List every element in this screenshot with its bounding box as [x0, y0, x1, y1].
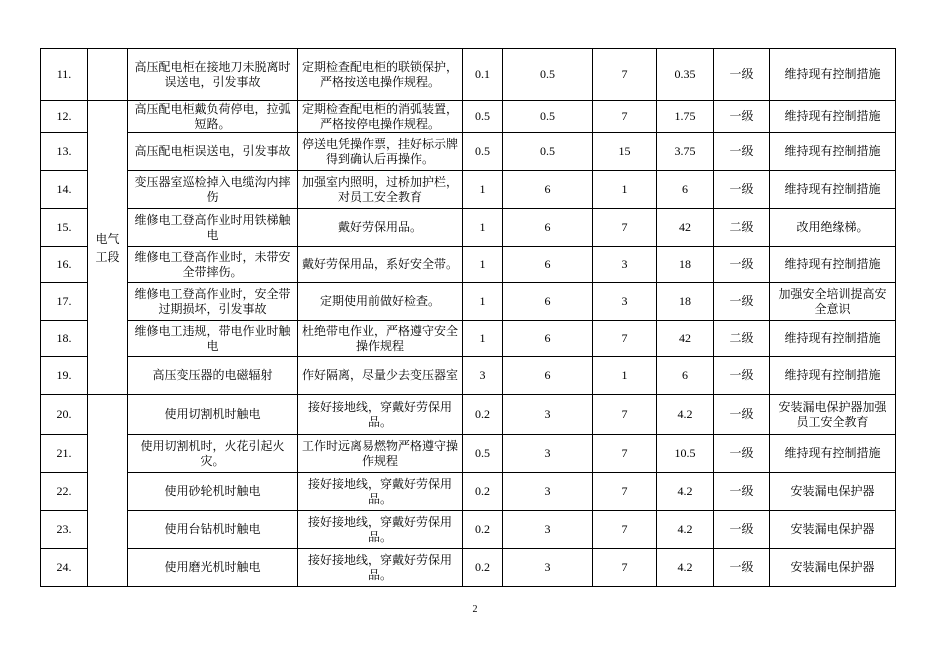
risk-score-cell: 0.35 [657, 49, 714, 101]
exposure-cell: 6 [503, 357, 593, 395]
risk-score-cell: 4.2 [657, 511, 714, 549]
likelihood-cell: 1 [463, 283, 503, 321]
measure-cell: 杜绝带电作业，严格遵守安全操作规程 [298, 321, 463, 357]
consequence-cell: 1 [593, 171, 657, 209]
table-row [41, 171, 896, 209]
likelihood-cell: 0.2 [463, 549, 503, 587]
consequence-cell: 7 [593, 549, 657, 587]
hazard-cell: 使用磨光机时触电 [128, 549, 298, 587]
consequence-cell: 3 [593, 283, 657, 321]
risk-score-cell: 4.2 [657, 549, 714, 587]
risk-score-cell: 4.2 [657, 395, 714, 435]
control-action-cell: 加强安全培训提高安全意识 [770, 283, 896, 321]
exposure-cell: 3 [503, 435, 593, 473]
exposure-cell: 0.5 [503, 101, 593, 133]
measure-cell: 停送电凭操作票，挂好标示牌得到确认后再操作。 [298, 133, 463, 171]
measure-cell: 接好接地线，穿戴好劳保用品。 [298, 395, 463, 435]
likelihood-cell: 1 [463, 321, 503, 357]
section-cell [88, 395, 128, 587]
hazard-cell: 变压器室巡检掉入电缆沟内摔伤 [128, 171, 298, 209]
control-action-cell: 维持现有控制措施 [770, 171, 896, 209]
measure-cell: 加强室内照明，过桥加护栏，对员工安全教育 [298, 171, 463, 209]
risk-grade-cell: 一级 [714, 435, 770, 473]
risk-grade-cell: 一级 [714, 133, 770, 171]
measure-cell: 接好接地线，穿戴好劳保用品。 [298, 473, 463, 511]
risk-grade-cell: 一级 [714, 283, 770, 321]
exposure-cell: 6 [503, 209, 593, 247]
table-row [41, 209, 896, 247]
control-action-cell: 维持现有控制措施 [770, 133, 896, 171]
measure-cell: 戴好劳保用品。 [298, 209, 463, 247]
measure-cell: 作好隔离，尽量少去变压器室 [298, 357, 463, 395]
exposure-cell: 3 [503, 511, 593, 549]
risk-table-container [40, 48, 895, 587]
control-action-cell: 维持现有控制措施 [770, 321, 896, 357]
exposure-cell: 3 [503, 549, 593, 587]
risk-grade-cell: 一级 [714, 49, 770, 101]
risk-assessment-table [40, 48, 896, 587]
exposure-cell: 0.5 [503, 49, 593, 101]
risk-grade-cell: 一级 [714, 511, 770, 549]
row-number-cell: 22. [41, 473, 88, 511]
row-number-cell: 19. [41, 357, 88, 395]
exposure-cell: 6 [503, 247, 593, 283]
control-action-cell: 维持现有控制措施 [770, 49, 896, 101]
table-row [41, 435, 896, 473]
consequence-cell: 15 [593, 133, 657, 171]
risk-score-cell: 6 [657, 357, 714, 395]
risk-grade-cell: 一级 [714, 395, 770, 435]
measure-cell: 定期检查配电柜的联锁保护，严格按送电操作规程。 [298, 49, 463, 101]
table-row [41, 101, 896, 133]
hazard-cell: 使用台钻机时触电 [128, 511, 298, 549]
likelihood-cell: 0.5 [463, 101, 503, 133]
control-action-cell: 安装漏电保护器 [770, 549, 896, 587]
risk-score-cell: 4.2 [657, 473, 714, 511]
measure-cell: 接好接地线，穿戴好劳保用品。 [298, 549, 463, 587]
consequence-cell: 7 [593, 49, 657, 101]
measure-cell: 接好接地线，穿戴好劳保用品。 [298, 511, 463, 549]
risk-table-body [41, 49, 896, 587]
table-row [41, 133, 896, 171]
risk-score-cell: 1.75 [657, 101, 714, 133]
risk-grade-cell: 二级 [714, 209, 770, 247]
risk-score-cell: 18 [657, 247, 714, 283]
hazard-cell: 维修电工登高作业时，安全带过期损坏，引发事故 [128, 283, 298, 321]
section-cell [88, 49, 128, 101]
consequence-cell: 7 [593, 511, 657, 549]
control-action-cell: 安装漏电保护器 [770, 511, 896, 549]
hazard-cell: 使用砂轮机时触电 [128, 473, 298, 511]
exposure-cell: 6 [503, 321, 593, 357]
row-number-cell: 13. [41, 133, 88, 171]
row-number-cell: 16. [41, 247, 88, 283]
exposure-cell: 6 [503, 171, 593, 209]
likelihood-cell: 0.2 [463, 395, 503, 435]
risk-grade-cell: 一级 [714, 101, 770, 133]
control-action-cell: 维持现有控制措施 [770, 101, 896, 133]
risk-score-cell: 42 [657, 209, 714, 247]
consequence-cell: 7 [593, 321, 657, 357]
consequence-cell: 7 [593, 395, 657, 435]
risk-score-cell: 42 [657, 321, 714, 357]
table-row [41, 357, 896, 395]
likelihood-cell: 0.2 [463, 511, 503, 549]
likelihood-cell: 0.1 [463, 49, 503, 101]
row-number-cell: 21. [41, 435, 88, 473]
consequence-cell: 3 [593, 247, 657, 283]
likelihood-cell: 1 [463, 171, 503, 209]
table-row [41, 247, 896, 283]
table-row [41, 321, 896, 357]
measure-cell: 定期检查配电柜的消弧装置，严格按停电操作规程。 [298, 101, 463, 133]
control-action-cell: 改用绝缘梯。 [770, 209, 896, 247]
likelihood-cell: 3 [463, 357, 503, 395]
hazard-cell: 高压配电柜在接地刀未脱离时误送电，引发事故 [128, 49, 298, 101]
table-row [41, 283, 896, 321]
exposure-cell: 3 [503, 473, 593, 511]
control-action-cell: 维持现有控制措施 [770, 435, 896, 473]
control-action-cell: 安装漏电保护器加强员工安全教育 [770, 395, 896, 435]
measure-cell: 戴好劳保用品，系好安全带。 [298, 247, 463, 283]
risk-grade-cell: 一级 [714, 357, 770, 395]
control-action-cell: 维持现有控制措施 [770, 357, 896, 395]
row-number-cell: 24. [41, 549, 88, 587]
row-number-cell: 14. [41, 171, 88, 209]
row-number-cell: 11. [41, 49, 88, 101]
hazard-cell: 维修电工登高作业时，未带安全带摔伤。 [128, 247, 298, 283]
likelihood-cell: 0.2 [463, 473, 503, 511]
control-action-cell: 安装漏电保护器 [770, 473, 896, 511]
likelihood-cell: 0.5 [463, 435, 503, 473]
section-cell: 电气工段 [88, 101, 128, 395]
table-row [41, 511, 896, 549]
risk-score-cell: 3.75 [657, 133, 714, 171]
risk-score-cell: 18 [657, 283, 714, 321]
consequence-cell: 1 [593, 357, 657, 395]
consequence-cell: 7 [593, 209, 657, 247]
row-number-cell: 18. [41, 321, 88, 357]
row-number-cell: 20. [41, 395, 88, 435]
row-number-cell: 15. [41, 209, 88, 247]
table-row [41, 395, 896, 435]
measure-cell: 工作时远离易燃物严格遵守操作规程 [298, 435, 463, 473]
hazard-cell: 使用切割机时触电 [128, 395, 298, 435]
risk-score-cell: 6 [657, 171, 714, 209]
page-number: 2 [472, 604, 478, 615]
hazard-cell: 维修电工违规，带电作业时触电 [128, 321, 298, 357]
table-row [41, 49, 896, 101]
row-number-cell: 23. [41, 511, 88, 549]
control-action-cell: 维持现有控制措施 [770, 247, 896, 283]
exposure-cell: 3 [503, 395, 593, 435]
risk-grade-cell: 一级 [714, 171, 770, 209]
hazard-cell: 使用切割机时，火花引起火灾。 [128, 435, 298, 473]
risk-grade-cell: 一级 [714, 473, 770, 511]
risk-grade-cell: 二级 [714, 321, 770, 357]
likelihood-cell: 1 [463, 209, 503, 247]
table-row [41, 473, 896, 511]
row-number-cell: 12. [41, 101, 88, 133]
hazard-cell: 高压变压器的电磁辐射 [128, 357, 298, 395]
consequence-cell: 7 [593, 435, 657, 473]
risk-grade-cell: 一级 [714, 549, 770, 587]
likelihood-cell: 0.5 [463, 133, 503, 171]
risk-score-cell: 10.5 [657, 435, 714, 473]
measure-cell: 定期使用前做好检查。 [298, 283, 463, 321]
hazard-cell: 高压配电柜误送电，引发事故 [128, 133, 298, 171]
exposure-cell: 6 [503, 283, 593, 321]
consequence-cell: 7 [593, 101, 657, 133]
table-row [41, 549, 896, 587]
hazard-cell: 高压配电柜戴负荷停电，拉弧短路。 [128, 101, 298, 133]
hazard-cell: 维修电工登高作业时用铁梯触电 [128, 209, 298, 247]
consequence-cell: 7 [593, 473, 657, 511]
likelihood-cell: 1 [463, 247, 503, 283]
row-number-cell: 17. [41, 283, 88, 321]
exposure-cell: 0.5 [503, 133, 593, 171]
risk-grade-cell: 一级 [714, 247, 770, 283]
